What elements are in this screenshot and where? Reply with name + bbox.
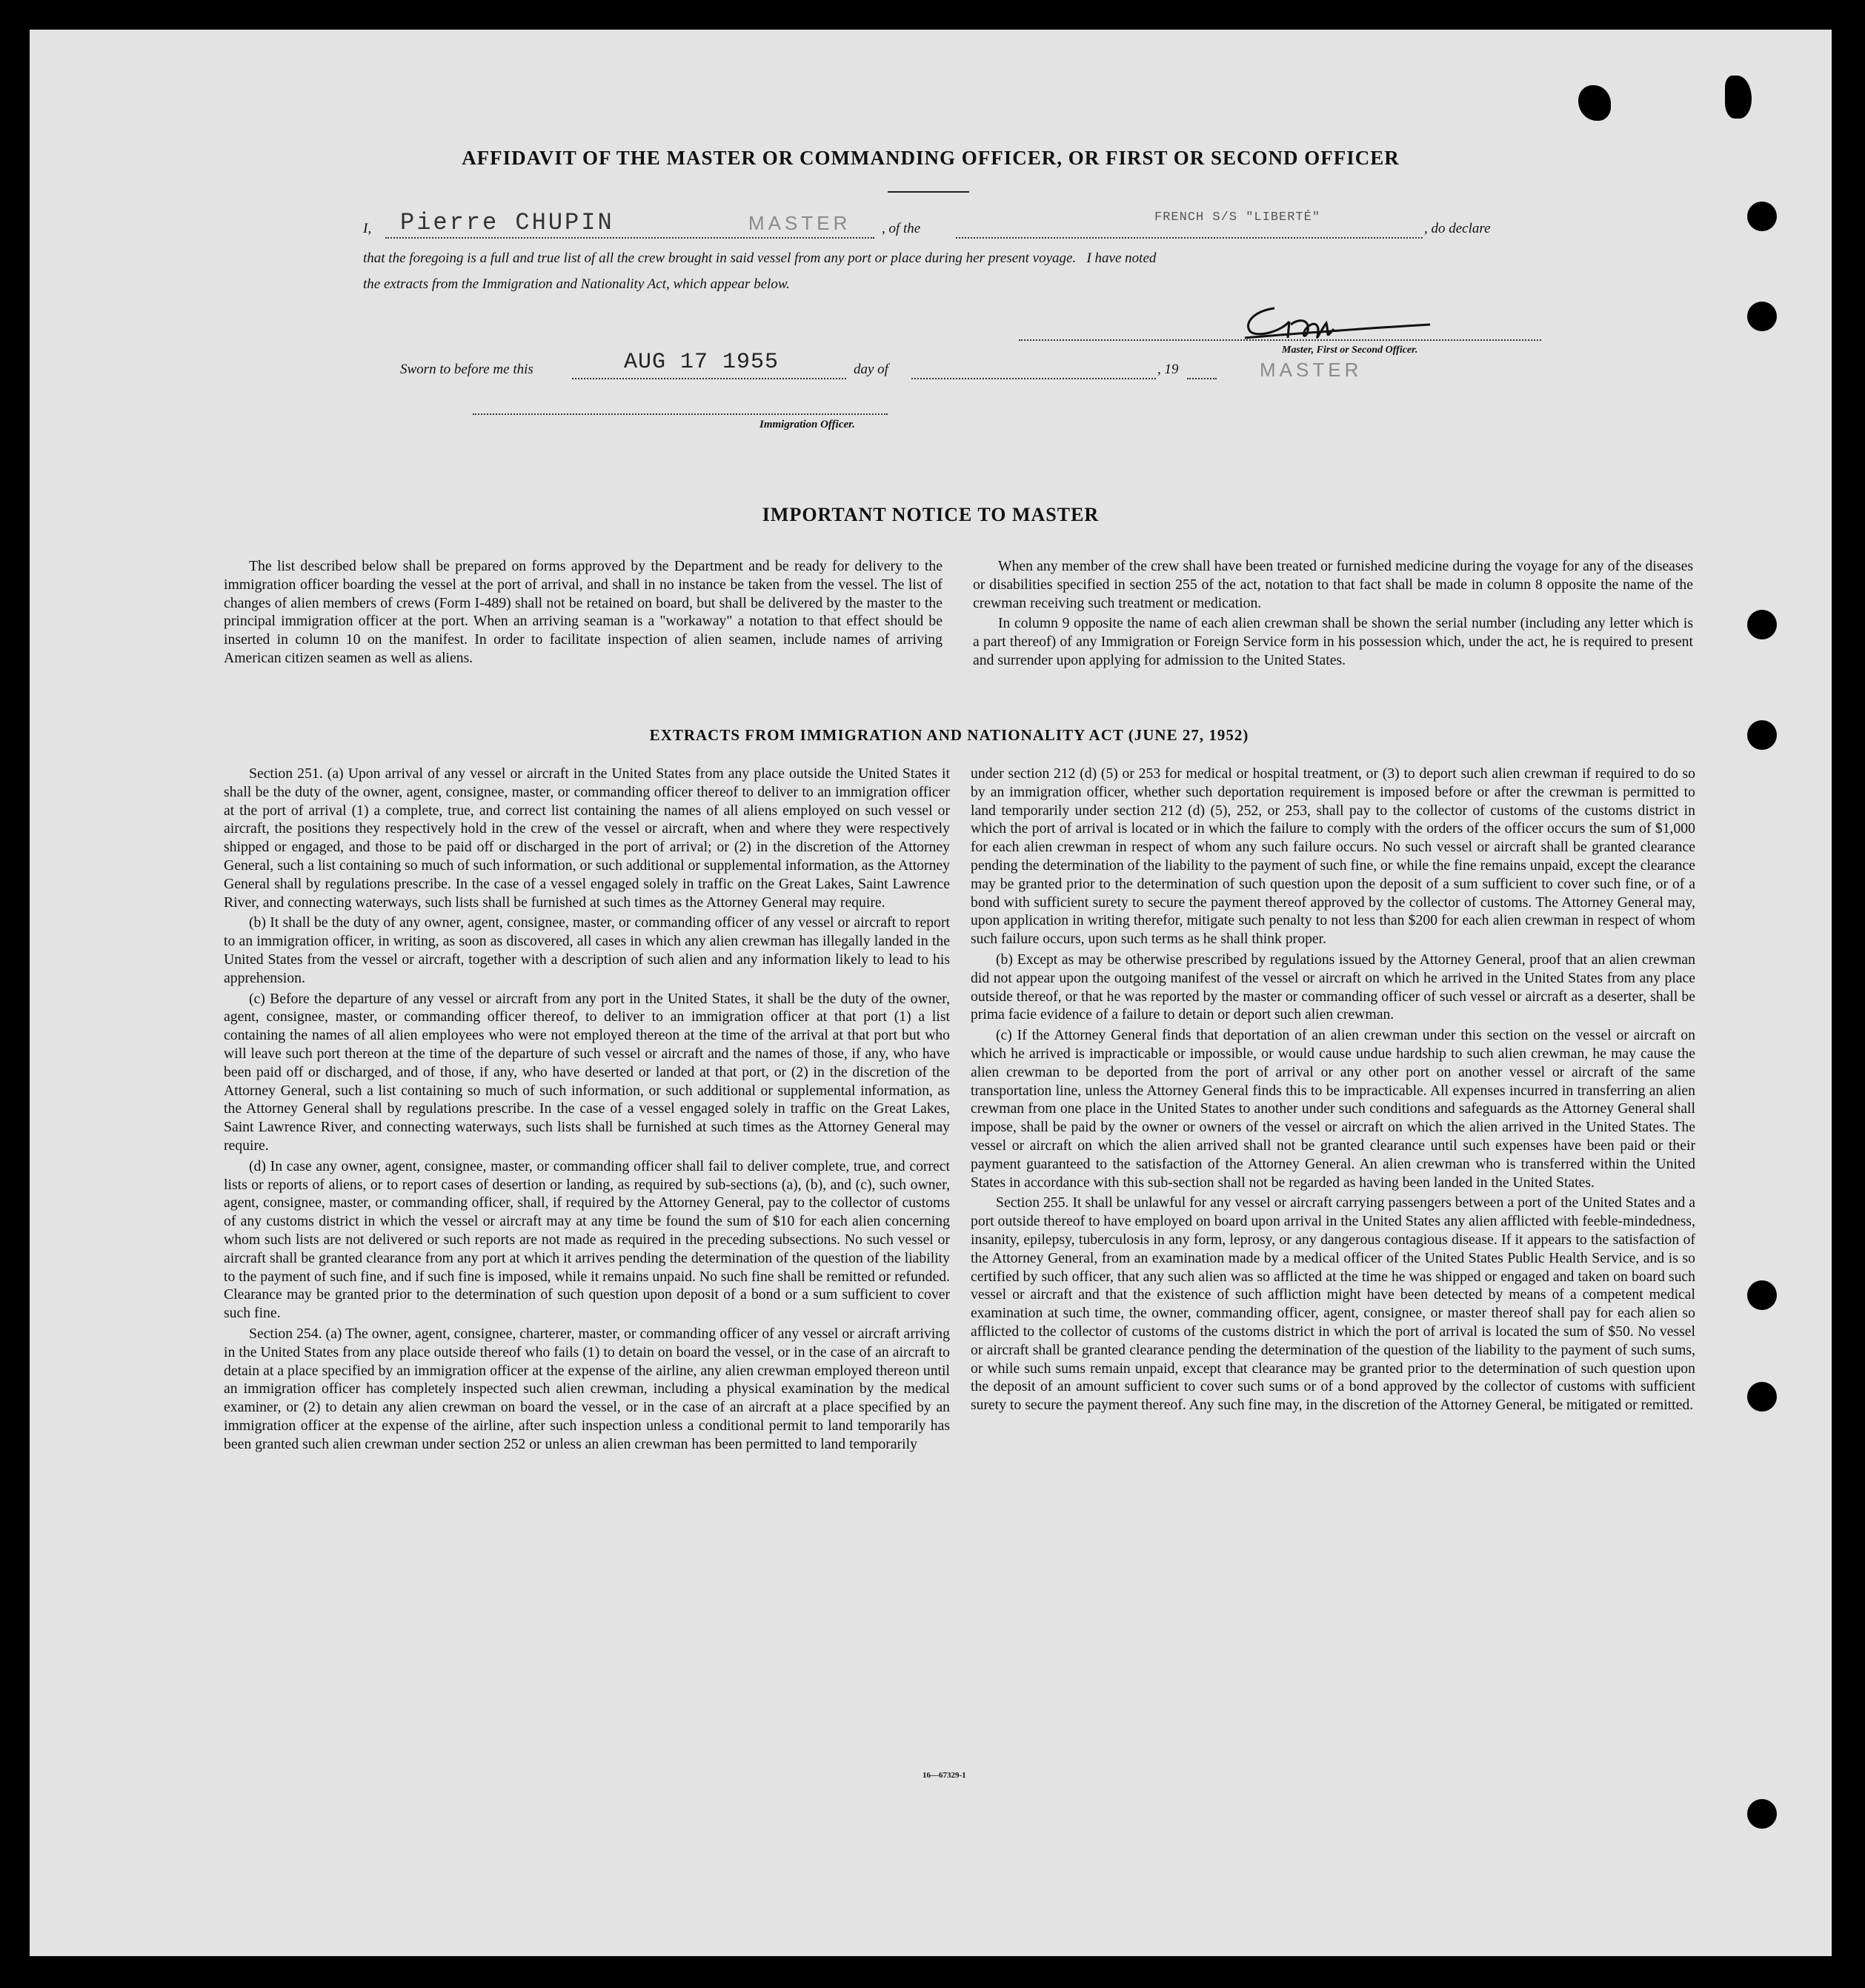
section-251-d: (d) In case any owner, agent, consignee, master, or commanding officer shall fail to deliver complete, true, and correct lists or reports of aliens, or to report cases of desertion or landing, as required by sub-sections (a), (b), and (c), such owner, agent, consignee, master, or commanding officer, shall, if required by the Attorney General, pay to the collector of customs of any customs district in which the vessel or aircraft may at any time be found the sum of $10 for each alien concerning whom such lists are not delivered or such reports are not made as required in the preceding subsections. No such vessel or aircraft shall be granted clearance from any port at which it arrives pending the determination of the question of the liability to the payment of such fine, and if such fine is imposed, while it remains unpaid. No such fine shall be remitted or refunded. Clearance may be granted prior to the determination of such question upon deposit of a bond or a sum sufficient to cover such fine. bbox=[224, 1157, 950, 1322]
document-page bbox=[30, 30, 1832, 1956]
section-251-b: (b) It shall be the duty of any owner, agent, consignee, master, or commanding officer of any vessel or aircraft to report to an immigration officer, in writing, as soon as discovered, all cases in which any alien crewman has illegally landed in the United States from the vessel or aircraft, together with a description of such alien and any information likely to lead to his apprehension. bbox=[224, 914, 950, 986]
i-label: I, bbox=[363, 221, 372, 236]
extracts-right-column bbox=[971, 765, 1695, 1417]
punch-hole bbox=[1747, 1280, 1777, 1310]
vessel-name: FRENCH S/S "LIBERTÉ" bbox=[1154, 210, 1321, 225]
day-of-label: day of bbox=[854, 362, 888, 377]
rank-stamp: MASTER bbox=[748, 212, 851, 234]
section-251-a: Section 251. (a) Upon arrival of any vessel or aircraft in the United States from any place outside the United States it shall be the duty of the owner, agent, consignee, master, or commanding officer thereof to deliver to an immigration officer at the port of arrival (1) a complete, true, and correct list containing the names of all aliens employed on such vessel or aircraft, the positions they respectively hold in the crew of the vessel or aircraft, when and where they were respectively shipped or engaged, and those to be paid off or discharged in the port of arrival; or (2) in the discretion of the Attorney General, such a list containing so much of such information, or such additional or supplemental information, as the Attorney General shall by regulations prescribe. In the case of a vessel engaged solely in traffic on the Great Lakes, Saint Lawrence River, and connecting waterways, such lists shall be furnished at such times as the Attorney General may require. bbox=[224, 765, 950, 911]
extracts-left-column bbox=[224, 765, 950, 1455]
section-251-c: (c) Before the departure of any vessel or aircraft from any port in the United States, it shall be the duty of the owner, agent, consignee, master, or commanding officer thereof, to deliver to an immigration officer at that port (1) a list containing the names of all alien employees who were not employed thereon at the time of the arrival at that port but who will leave such port thereon at the time of the departure of such vessel or aircraft and the names of those, if any, who have been paid off or discharged, and of those, if any, who have deserted or landed at that port, or (2) in the discretion of the Attorney General, such a list containing so much of such information, or such additional or supplemental information, as the Attorney General shall by regulations prescribe. In the case of a vessel engaged solely in traffic on the Great Lakes, Saint Lawrence River, and connecting waterways, such lists shall be furnished at such times as the Attorney General may require. bbox=[224, 990, 950, 1154]
extracts-title: EXTRACTS FROM IMMIGRATION AND NATIONALITY ACT (JUNE 27, 1952) bbox=[649, 726, 1249, 744]
torn-corner-mark bbox=[1578, 85, 1611, 121]
punch-hole bbox=[1747, 202, 1777, 231]
notice-right-column bbox=[973, 557, 1693, 672]
master-stamp: MASTER bbox=[1260, 359, 1363, 381]
month-line bbox=[911, 378, 1156, 379]
section-254-c: (c) If the Attorney General finds that deportation of an alien crewman under this section on the vessel or aircraft on which he arrived is impracticable or impossible, or would cause undue hardship to such alien crewman, he may cause the alien crewman to be deported from the port of arrival or any other port on another vessel or aircraft of the same transportation line, unless the Attorney General finds this to be impracticable. All expenses incurred in transferring an alien crewman from one place in the United States to another under such conditions and safeguards as the Attorney General shall impose, shall be paid by the owner or owners of the vessel or aircraft on which the alien arrived in the United States. The vessel or aircraft on which the alien arrived shall not be granted clearance until such expenses have been paid or their payment guaranteed to the satisfaction of the Attorney General. An alien crewman who is transferred within the United States in accordance with this sub-section shall not be regarded as having been landed in the United States. bbox=[971, 1027, 1695, 1191]
torn-corner-mark bbox=[1725, 76, 1752, 119]
sworn-label: Sworn to before me this bbox=[400, 362, 533, 377]
print-code: 16—67329-1 bbox=[922, 1771, 966, 1780]
affidavit-title: AFFIDAVIT OF THE MASTER OR COMMANDING OFFICER, OR FIRST OR SECOND OFFICER bbox=[462, 147, 1400, 169]
punch-hole bbox=[1747, 1799, 1777, 1829]
notice-right-paragraph: In column 9 opposite the name of each alien crewman shall be shown the serial number (including any letter which is a part thereof) of any Immigration or Foreign Service form in his possession which, under the act, he is required to present and surrender upon applying for admission to the United States. bbox=[973, 615, 1693, 668]
title-underline bbox=[888, 191, 969, 193]
punch-hole bbox=[1747, 1382, 1777, 1412]
punch-hole bbox=[1747, 302, 1777, 331]
declaration-line-2: the extracts from the Immigration and Nationality Act, which appear below. bbox=[363, 276, 790, 292]
section-254-b: (b) Except as may be otherwise prescribed by regulations issued by the Attorney General, proof that an alien crewman did not appear upon the outgoing manifest of the vessel or aircraft on which he arrived in the United States from any place outside thereof, or that he was reported by the master or commanding officer of such vessel or aircraft as a deserter, shall be prima facie evidence of a failure to detain or deport such alien crewman. bbox=[971, 951, 1695, 1023]
name-line bbox=[385, 237, 874, 239]
notice-left-column bbox=[224, 557, 943, 670]
officer-caption: Master, First or Second Officer. bbox=[1282, 345, 1418, 356]
punch-hole bbox=[1747, 610, 1777, 639]
declaration-line-1: that the foregoing is a full and true list of all the crew brought in said vessel from any port or place during her present voyage. I have noted bbox=[363, 250, 1157, 266]
vessel-line bbox=[956, 237, 1423, 239]
section-255: Section 255. It shall be unlawful for any vessel or aircraft carrying passengers between a port of the United States and a port outside thereof to have employed on board upon arrival in the United States any alien afflicted with feeble-mindedness, insanity, epilepsy, tuberculosis in any form, leprosy, or any dangerous contagious disease. If it appears to the satisfaction of the Attorney General, from an examination made by a medical officer of the United States Public Health Service, and is so certified by such officer, that any such alien was so afflicted at the time he was shipped or engaged and taken on board such vessel or aircraft and that the existence of such affliction might have been detected by means of a competent medical examination at such time, the owner, commanding officer, agent, consignee, or master thereof shall pay for each alien so afflicted to the collector of customs of the customs district in which the port of arrival is located the sum of $50. No vessel or aircraft shall be granted clearance pending the determination of the question of the liability to the payment of such sums, or while such sums remain unpaid, except that clearance may be granted prior to the determination of such question upon the deposit of an amount sufficient to cover such sums or of a bond approved by the collector of customs with sufficient surety to secure the payment thereof. Any such fine may, in the discretion of the Attorney General, be mitigated or remitted. bbox=[971, 1194, 1695, 1414]
sworn-date-line bbox=[572, 378, 846, 379]
notice-title: IMPORTANT NOTICE TO MASTER bbox=[762, 504, 1100, 525]
section-254-a-cont: under section 212 (d) (5) or 253 for medical or hospital treatment, or (3) to deport such alien crewman if required to do so by an immigration officer, whether such deportation requirement is imposed before or after the crewman is permitted to land temporarily under section 212 (d) (5), 252, or 253, shall pay to the collector of customs of the customs district in which the port of arrival is located or in which the failure to comply with the orders of the officer occurs the sum of $1,000 for each alien crewman in respect of whom any such failure occurs. No such vessel or aircraft shall be granted clearance pending the determination of the liability to the payment of such fine, or while the fine remains unpaid, except the clearance may be granted prior to the determination of such question upon the deposit of a sum sufficient to cover such fine, or of a bond with sufficient surety to secure the payment thereof approved by the collector of customs. The Attorney General may, upon application in writing therefor, mitigate such penalty to not less than $200 for each alien crewman in respect of whom such failure occurs, upon such terms as he shall think proper. bbox=[971, 765, 1695, 948]
immigration-officer-caption: Immigration Officer. bbox=[759, 419, 855, 430]
notice-left-paragraph: The list described below shall be prepared on forms approved by the Department and be ready for delivery to the immigration officer boarding the vessel at the port of arrival, and shall in no instance be taken from the vessel. The list of changes of alien members of crews (Form I-489) shall not be retained on board, but shall be delivered by the master to the principal immigration officer at the port. When an arriving seaman is a "workaway" a notation to that effect should be inserted in column 10 on the manifest. In order to facilitate inspection of alien seamen, include names of arriving American citizen seamen as well as aliens. bbox=[224, 558, 943, 666]
do-declare-label: , do declare bbox=[1424, 221, 1491, 236]
immigration-officer-line bbox=[473, 413, 888, 415]
year-label: , 19 bbox=[1157, 362, 1179, 377]
notice-right-paragraph: When any member of the crew shall have been treated or furnished medicine during the voyage for any of the diseases or disabilities specified in section 255 of the act, notation to that fact shall be made in column 8 opposite the name of the crewman receiving such treatment or medication. bbox=[973, 558, 1693, 611]
officer-signature-line bbox=[1019, 339, 1541, 341]
of-the-label: , of the bbox=[882, 221, 921, 236]
year-line bbox=[1187, 378, 1217, 379]
sworn-date-stamp: AUG 17 1955 bbox=[624, 350, 779, 375]
declarant-row bbox=[363, 209, 1549, 250]
declarant-name: Pierre CHUPIN bbox=[400, 209, 614, 236]
section-254-a: Section 254. (a) The owner, agent, consignee, charterer, master, or commanding officer of any vessel or aircraft arriving in the United States from any place outside thereof who fails (1) to detain on board the vessel, or in the case of an aircraft to detain at a place specified by an immigration officer at the expense of the airline, any alien crewman employed thereon until an immigration officer has completely inspected such alien crewman, including a physical examination by the medical examiner, or (2) to detain any alien crewman on board the vessel, or in the case of an aircraft at a place specified by an immigration officer at the expense of the airline, after such inspection unless a conditional permit to land temporarily has been granted such alien crewman under section 252 or unless an alien crewman has been permitted to land temporarily bbox=[224, 1325, 950, 1452]
